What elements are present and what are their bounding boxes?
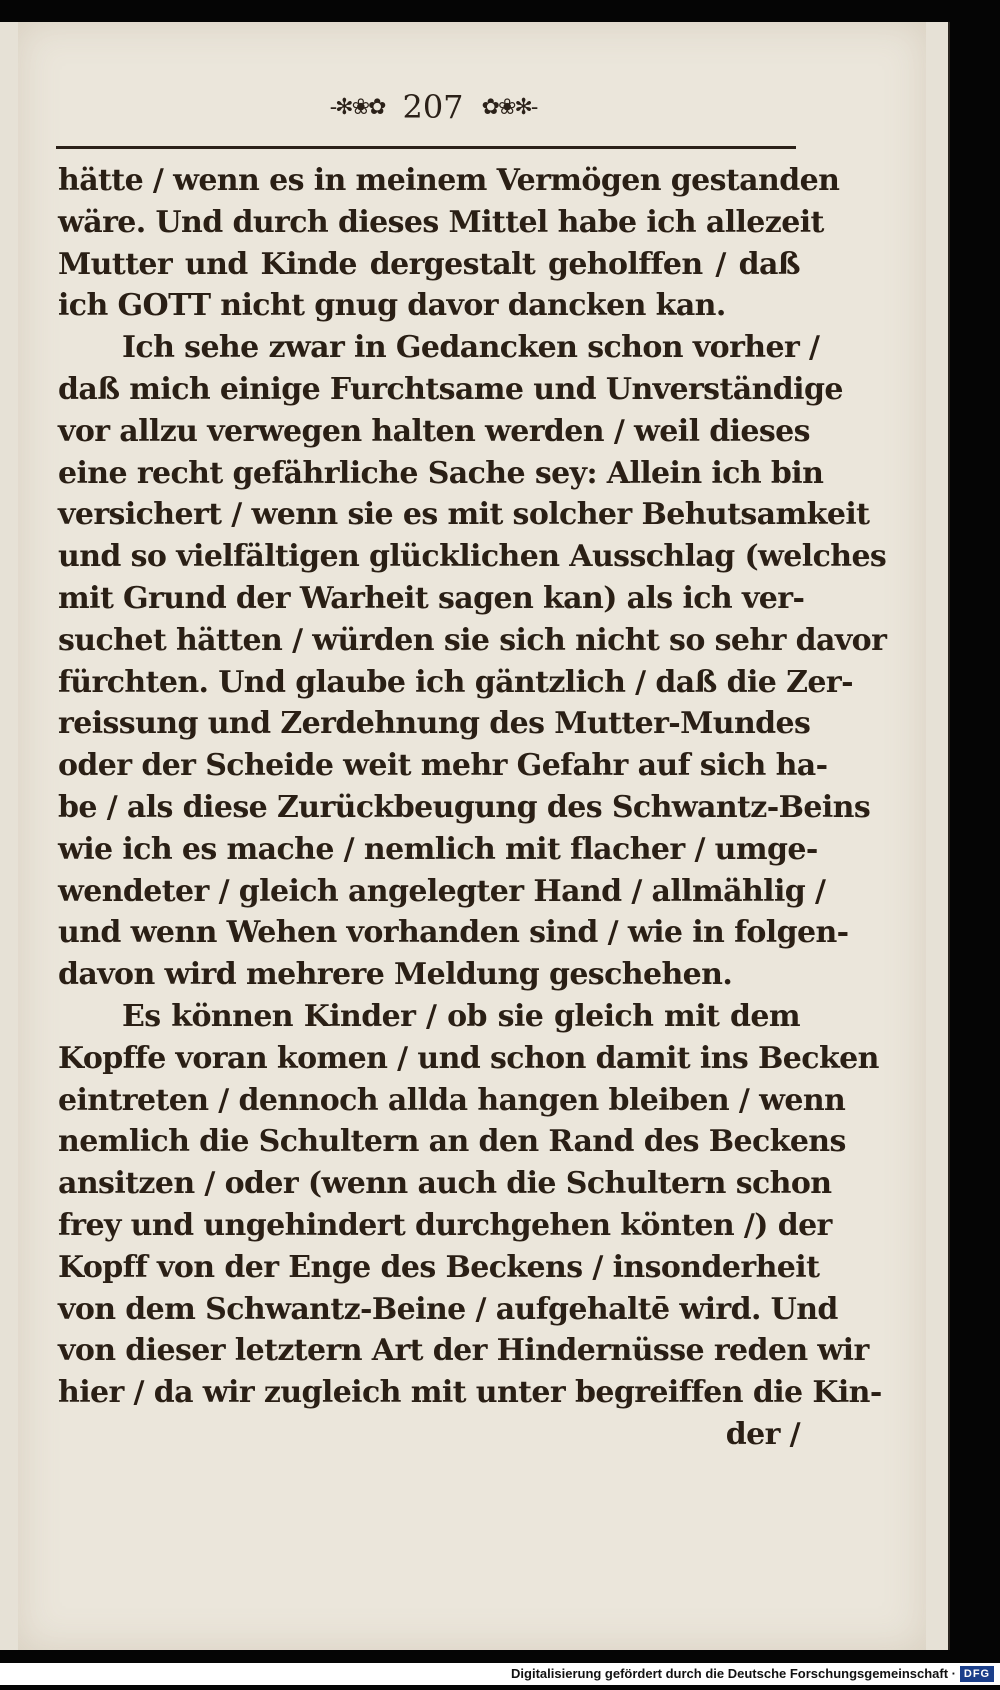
text-line: Es können Kinder / ob sie gleich mit dem bbox=[122, 998, 800, 1034]
text-line: und so vielfältigen glücklichen Ausschlag (welches bbox=[58, 539, 887, 575]
dfg-logo: DFG bbox=[960, 1666, 994, 1682]
footer-bar bbox=[0, 1663, 1000, 1685]
text-line: Kopff von der Enge des Beckens / insonderheit bbox=[58, 1249, 820, 1285]
ornament-right-icon: ✿❀✻- bbox=[481, 94, 537, 120]
ornament-left-icon: -✻❀✿ bbox=[329, 94, 385, 120]
header-rule bbox=[56, 146, 796, 149]
page-number: 207 bbox=[402, 88, 464, 126]
text-line: eintreten / dennoch allda hangen bleiben / wenn bbox=[58, 1082, 846, 1118]
text-line: und wenn Wehen vorhanden sind / wie in folgen- bbox=[58, 915, 849, 951]
text-line: oder der Scheide weit mehr Gefahr auf sich ha- bbox=[58, 748, 828, 784]
text-line: hier / da wir zugleich mit unter begreiffen die Kin- bbox=[58, 1375, 882, 1411]
text-line: der / bbox=[725, 1416, 800, 1452]
text-line: frey und ungehindert durchgehen könten /) der bbox=[58, 1207, 832, 1243]
text-line: daß mich einige Furchtsame und Unverständige bbox=[58, 371, 843, 407]
text-line: be / als diese Zurückbeugung des Schwantz-Beins bbox=[58, 789, 871, 825]
text-line: Mutter und Kinde dergestalt geholffen / daß bbox=[58, 246, 800, 282]
text-line: von dieser letztern Art der Hindernüsse reden wir bbox=[58, 1333, 869, 1369]
text-line: von dem Schwantz-Beine / aufgehaltē wird. Und bbox=[58, 1291, 838, 1327]
text-line: eine recht gefährliche Sache sey: Allein ich bin bbox=[58, 455, 824, 491]
footer-credit: Digitalisierung gefördert durch die Deutsche Forschungsgemeinschaft · bbox=[511, 1666, 956, 1681]
text-line: fürchten. Und glaube ich gäntzlich / daß die Zer- bbox=[58, 664, 853, 700]
text-line: nemlich die Schultern an den Rand des Beckens bbox=[58, 1124, 846, 1160]
book-page bbox=[0, 22, 950, 1650]
text-line: versichert / wenn sie es mit solcher Behutsamkeit bbox=[58, 497, 870, 533]
text-line: reissung und Zerdehnung des Mutter-Mundes bbox=[58, 706, 811, 742]
body-text bbox=[58, 160, 887, 1456]
text-line: davon wird mehrere Meldung geschehen. bbox=[58, 957, 733, 993]
text-line: wie ich es mache / nemlich mit flacher / umge- bbox=[58, 831, 818, 867]
text-line: mit Grund der Warheit sagen kan) als ich ver- bbox=[58, 580, 805, 616]
text-line: hätte / wenn es in meinem Vermögen gestanden bbox=[58, 163, 840, 198]
text-line: ich GOTT nicht gnug davor dancken kan. bbox=[58, 288, 726, 324]
text-line: vor allzu verwegen halten werden / weil dieses bbox=[58, 413, 810, 449]
text-line: wendeter / gleich angelegter Hand / allmählig / bbox=[58, 873, 826, 909]
text-line: ansitzen / oder (wenn auch die Schultern schon bbox=[58, 1166, 832, 1202]
text-line: suchet hätten / würden sie sich nicht so sehr davor bbox=[58, 622, 887, 658]
text-line: Ich sehe zwar in Gedancken schon vorher / bbox=[122, 330, 820, 366]
text-line: wäre. Und durch dieses Mittel habe ich allezeit bbox=[58, 204, 824, 240]
page-header bbox=[253, 84, 613, 130]
text-line: Kopffe voran komen / und schon damit ins Becken bbox=[58, 1040, 879, 1076]
